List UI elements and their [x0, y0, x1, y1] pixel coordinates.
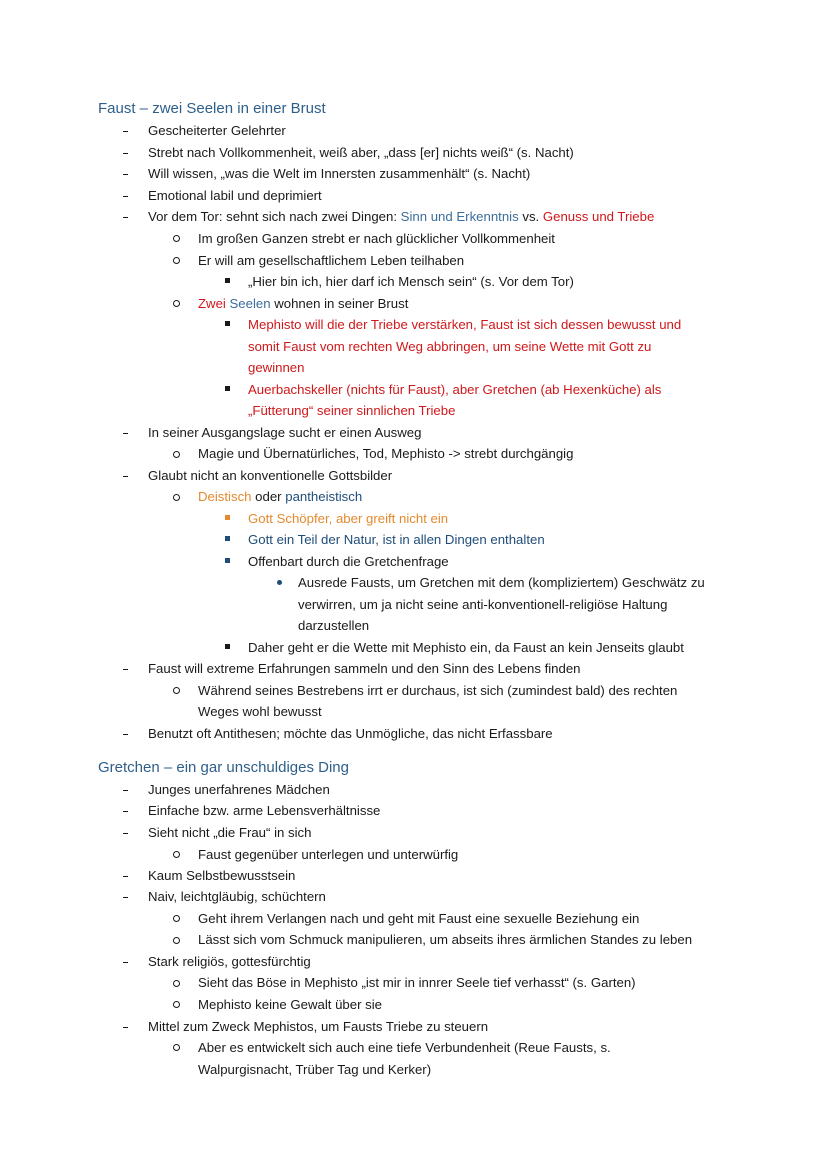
- list-item: Auerbachskeller (nichts für Faust), aber Gretchen (ab Hexenküche) als: [248, 382, 662, 397]
- list-item: In seiner Ausgangslage sucht er einen Ausweg: [148, 425, 422, 440]
- circle-bullet: [173, 915, 180, 922]
- text-run-red: Zwei: [198, 296, 226, 311]
- dash-bullet: [123, 669, 128, 670]
- faust-heading: Faust – zwei Seelen in einer Brust: [98, 100, 326, 117]
- list-item-continuation: „Fütterung“ seiner sinnlichen Triebe: [248, 403, 456, 418]
- list-item: Geht ihrem Verlangen nach und geht mit Faust eine sexuelle Beziehung ein: [198, 911, 640, 926]
- circle-bullet: [173, 1044, 180, 1051]
- square-bullet: [225, 278, 230, 283]
- circle-bullet: [173, 300, 180, 307]
- list-item: Lässt sich vom Schmuck manipulieren, um abseits ihres ärmlichen Standes zu leben: [198, 932, 693, 947]
- text-run: wohnen in seiner Brust: [270, 296, 409, 311]
- list-item-continuation: Weges wohl bewusst: [198, 704, 322, 719]
- circle-bullet: [173, 937, 180, 944]
- dash-bullet: [123, 433, 128, 434]
- list-item: Gescheiterter Gelehrter: [148, 123, 286, 138]
- dash-bullet: [123, 174, 128, 175]
- dash-bullet: [123, 153, 128, 154]
- list-item: Mittel zum Zweck Mephistos, um Fausts Triebe zu steuern: [148, 1019, 489, 1034]
- list-item: [198, 487, 362, 507]
- dot-bullet: [277, 580, 282, 585]
- list-item: Daher geht er die Wette mit Mephisto ein, da Faust an kein Jenseits glaubt: [248, 640, 684, 655]
- list-item: Mephisto keine Gewalt über sie: [198, 997, 382, 1012]
- list-item: Junges unerfahrenes Mädchen: [148, 782, 330, 797]
- list-item: Naiv, leichtgläubig, schüchtern: [148, 889, 326, 904]
- text-run-blue: Seelen: [225, 296, 271, 311]
- list-item-continuation: verwirren, um ja nicht seine anti-konventionell-religiöse Haltung: [298, 597, 668, 612]
- circle-bullet: [173, 257, 180, 264]
- dash-bullet: [123, 131, 128, 132]
- list-item: Gott ein Teil der Natur, ist in allen Dingen enthalten: [248, 532, 545, 547]
- list-item: Glaubt nicht an konventionelle Gottsbilder: [148, 468, 393, 483]
- list-item: Gott Schöpfer, aber greift nicht ein: [248, 511, 449, 526]
- text-run-navy: pantheistisch: [285, 489, 363, 504]
- list-item: Während seines Bestrebens irrt er durchaus, ist sich (zumindest bald) des rechten: [198, 683, 678, 698]
- text-run-orange: Deistisch: [198, 489, 252, 504]
- list-item: Strebt nach Vollkommenheit, weiß aber, „dass [er] nichts weiß“ (s. Nacht): [148, 145, 574, 160]
- list-item: Ausrede Fausts, um Gretchen mit dem (kompliziertem) Geschwätz zu: [298, 575, 705, 590]
- list-item: [198, 294, 408, 314]
- list-item: „Hier bin ich, hier darf ich Mensch sein“ (s. Vor dem Tor): [248, 274, 574, 289]
- list-item: Im großen Ganzen strebt er nach glücklicher Vollkommenheit: [198, 231, 555, 246]
- list-item: Offenbart durch die Gretchenfrage: [248, 554, 449, 569]
- square-bullet: [225, 321, 230, 326]
- list-item: Will wissen, „was die Welt im Innersten zusammenhält“ (s. Nacht): [148, 166, 531, 181]
- list-item-continuation: Walpurgisnacht, Trüber Tag und Kerker): [198, 1062, 432, 1077]
- list-item: Magie und Übernatürliches, Tod, Mephisto -> strebt durchgängig: [198, 446, 574, 461]
- circle-bullet: [173, 851, 180, 858]
- dash-bullet: [123, 790, 128, 791]
- list-item: Mephisto will die der Triebe verstärken, Faust ist sich dessen bewusst und: [248, 317, 682, 332]
- dash-bullet: [123, 196, 128, 197]
- text-run-blue: Sinn und Erkenntnis: [400, 209, 519, 224]
- circle-bullet: [173, 1001, 180, 1008]
- list-item-continuation: somit Faust vom rechten Weg abbringen, um seine Wette mit Gott zu: [248, 339, 652, 354]
- dash-bullet: [123, 962, 128, 963]
- list-item: Faust gegenüber unterlegen und unterwürfig: [198, 847, 459, 862]
- circle-bullet: [173, 687, 180, 694]
- list-item: Benutzt oft Antithesen; möchte das Unmögliche, das nicht Erfassbare: [148, 726, 553, 741]
- circle-bullet: [173, 235, 180, 242]
- square-bullet: [225, 536, 230, 541]
- list-item-continuation: darzustellen: [298, 618, 370, 633]
- dash-bullet: [123, 217, 128, 218]
- list-item: Sieht nicht „die Frau“ in sich: [148, 825, 312, 840]
- square-bullet: [225, 386, 230, 391]
- square-bullet: [225, 644, 230, 649]
- text-run: oder: [251, 489, 286, 504]
- list-item: Einfache bzw. arme Lebensverhältnisse: [148, 803, 381, 818]
- list-item: [148, 207, 654, 227]
- dash-bullet: [123, 876, 128, 877]
- list-item: Faust will extreme Erfahrungen sammeln und den Sinn des Lebens finden: [148, 661, 581, 676]
- dash-bullet: [123, 734, 128, 735]
- text-run-red: Genuss und Triebe: [542, 209, 655, 224]
- list-item: Emotional labil und deprimiert: [148, 188, 322, 203]
- dash-bullet: [123, 476, 128, 477]
- list-item: Er will am gesellschaftlichem Leben teilhaben: [198, 253, 465, 268]
- dash-bullet: [123, 811, 128, 812]
- list-item: Kaum Selbstbewusstsein: [148, 868, 296, 883]
- list-item: Stark religiös, gottesfürchtig: [148, 954, 311, 969]
- dash-bullet: [123, 897, 128, 898]
- circle-bullet: [173, 980, 180, 987]
- circle-bullet: [173, 494, 180, 501]
- square-bullet: [225, 515, 230, 520]
- text-run: vs.: [518, 209, 543, 224]
- list-item: Sieht das Böse in Mephisto „ist mir in innrer Seele tief verhasst“ (s. Garten): [198, 975, 636, 990]
- circle-bullet: [173, 451, 180, 458]
- dash-bullet: [123, 833, 128, 834]
- list-item: Aber es entwickelt sich auch eine tiefe Verbundenheit (Reue Fausts, s.: [198, 1040, 611, 1055]
- text-run: Vor dem Tor: sehnt sich nach zwei Dingen:: [148, 209, 401, 224]
- list-item-continuation: gewinnen: [248, 360, 305, 375]
- dash-bullet: [123, 1027, 128, 1028]
- square-bullet: [225, 558, 230, 563]
- gretchen-heading: Gretchen – ein gar unschuldiges Ding: [98, 759, 349, 776]
